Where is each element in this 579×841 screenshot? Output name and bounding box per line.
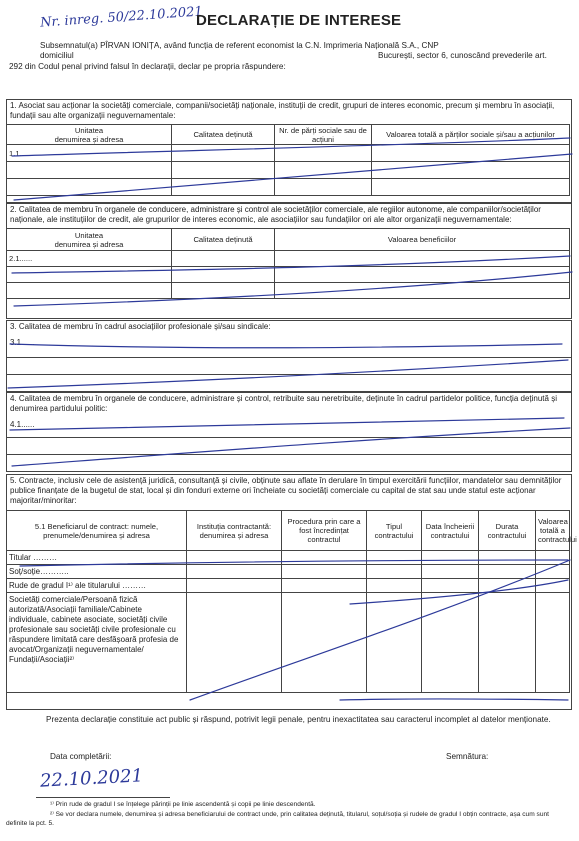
s5-col-duration: Durata contractului [479, 511, 536, 551]
s5-col-institution: Instituția contractantă: denumirea și adresa [187, 511, 282, 551]
signature-label: Semnătura: [446, 752, 489, 761]
s2-col-benefits: Valoarea beneficiilor [275, 229, 570, 251]
s1-col-value: Valoarea totală a părților sociale și/sau a acțiunilor [372, 125, 570, 145]
footnote-2: ²⁾ Se vor declara numele, denumirea și adresa beneficiarului de contract unde, prin calitatea deținută, titularul, soțul/soția și rudele de gradul I obțin contracte, așa cum sunt definite la pct. 5. [6, 811, 549, 827]
intro-line1: Subsemnatul(a) PÎRVAN IONIȚA, având funcția de referent economist la C.N. Imprimeria Națională S.A., CNP [40, 41, 439, 50]
s5-col-total: Valoarea totală a contractului [536, 511, 570, 551]
s1-col-role: Calitatea deținută [172, 125, 275, 145]
intro-domicile-label: domiciliul [40, 51, 74, 60]
s3-row-label: 3.1...... [10, 338, 35, 347]
s1-col-shares: Nr. de părți sociale sau de acțiuni [275, 125, 372, 145]
s5-row-companies: Societăți comerciale/Persoană fizică autorizată/Asociații familiale/Cabinete individuale, cabinete asociate, societăți civile profesionale sau societăți civile profesionale cu răspundere limitată care desfășoară profesia de avocat/Organizații neguvernamentale/ Fundații/Asociații²⁾ [7, 593, 187, 693]
s1-col-unit: Unitatea denumirea și adresa [7, 125, 172, 145]
date-label: Data completării: [50, 752, 112, 761]
page-title: DECLARAȚIE DE INTERESE [196, 12, 402, 29]
section-1-heading: 1. Asociat sau acționar la societăți comerciale, companii/societăți naționale, instituții de credit, grupuri de interes economic, precum și membru în asociații, fundații sau alte organizații neguvernamentale: [10, 101, 555, 120]
s5-col-date: Data încheierii contractului [422, 511, 479, 551]
section-2 [6, 203, 572, 319]
footnote-divider [36, 797, 170, 798]
s5-row-spouse: Soț/soție……….. [7, 565, 187, 579]
s4-row-label: 4.1...... [10, 420, 35, 429]
s5-col-type: Tipul contractului [367, 511, 422, 551]
s2-row-label: 2.1...... [7, 251, 172, 267]
date-value: 22.10.2021 [39, 765, 144, 792]
section-1-table [6, 124, 570, 196]
footnote-1: ¹⁾ Prin rude de gradul I se înțelege părinții pe linie ascendentă și copii pe linie descendentă. [50, 801, 316, 808]
s5-row-relatives: Rude de gradul I¹⁾ ale titularului ……… [7, 579, 187, 593]
intro-domicile-value: București, sector 6, cunoscând prevederile art. [378, 51, 547, 60]
s2-col-unit: Unitatea denumirea și adresa [7, 229, 172, 251]
section-3 [6, 320, 572, 392]
section-2-heading: 2. Calitatea de membru în organele de conducere, administrare și control ale societăților comerciale, ale regiilor autonome, ale companiilor/societăților naționale, ale instituțiilor de credit, ale grupurilor de interes economic, ale asociațiilor sau fundațiilor ori ale altor organizații neguvernamentale: [10, 205, 541, 224]
registration-number: Nr. inreg. 50/22.10.2021 [39, 4, 204, 31]
section-3-heading: 3. Calitatea de membru în cadrul asociațiilor profesionale și/sau sindicale: [10, 322, 271, 331]
section-5-table [6, 510, 577, 693]
intro-line3: 292 din Codul penal privind falsul în declarații, declar pe propria răspundere: [9, 62, 286, 71]
s2-col-role: Calitatea deținută [172, 229, 275, 251]
s5-col-procedure: Procedura prin care a fost încredințat contractul [282, 511, 367, 551]
section-5-heading: 5. Contracte, inclusiv cele de asistență juridică, consultanță și civile, obținute sau aflate în derulare în timpul exercitării funcțiilor, mandatelor sau demnităților publice finanțate de la bugetul de stat, local și din fonduri externe ori încheiate cu societăți comerciale cu capital de stat sau unde statul este acționar majoritar/minoritar: [10, 476, 562, 505]
section-2-table [6, 228, 570, 299]
s5-row-holder: Titular ……… [7, 551, 187, 565]
section-4 [6, 392, 572, 472]
section-1 [6, 99, 572, 203]
section-4-heading: 4. Calitatea de membru în organele de conducere, administrare și control, retribuite sau neretribuite, deținute în cadrul partidelor politice, funcția deținută și denumirea partidului politic: [10, 394, 557, 413]
section-5 [6, 474, 577, 710]
s1-row-label: 1.1...... [7, 145, 172, 162]
closing-statement: Prezenta declarație constituie act public și răspund, potrivit legii penale, pentru inexactitatea sau caracterul incomplet al datelor menționate. [46, 715, 551, 724]
s5-col-beneficiary: 5.1 Beneficiarul de contract: numele, prenumele/denumirea și adresa [7, 511, 187, 551]
